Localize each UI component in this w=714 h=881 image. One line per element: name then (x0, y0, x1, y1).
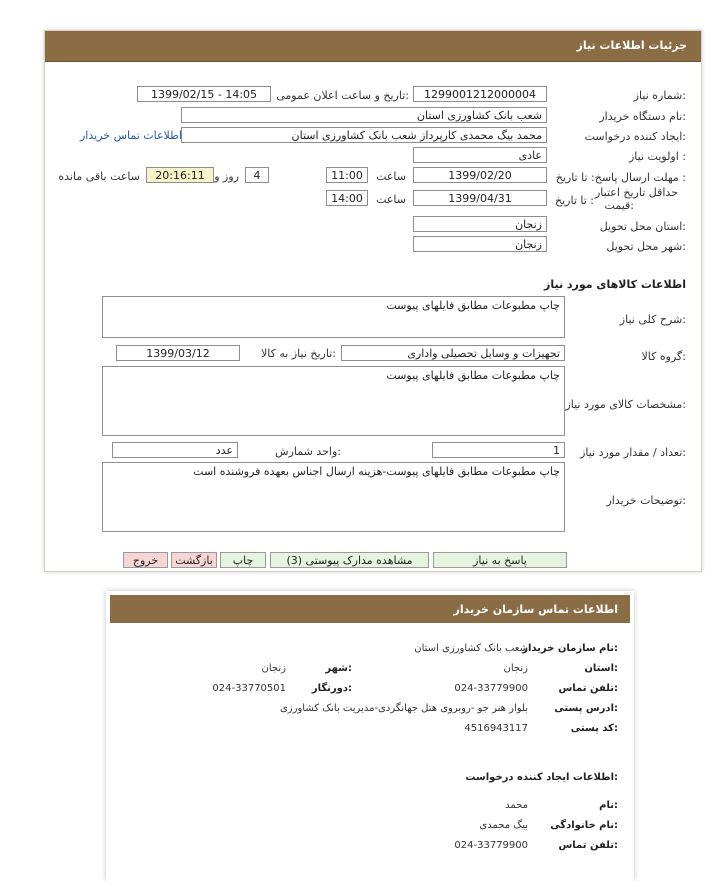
contact-postal-label: کد پستی: (570, 723, 618, 734)
days-count-field[interactable]: 4 (245, 167, 269, 183)
group-field[interactable]: تجهیزات و وسایل تحصیلی واداری (341, 345, 565, 361)
group-label: گروه کالا: (641, 350, 686, 363)
contact-fax-value: 024-33770501 (212, 683, 286, 694)
specs-textarea[interactable]: چاپ مطبوعات مطابق فایلهای پیوست (102, 366, 565, 436)
contact-address-value: بلوار هنر جو -روبروی هتل جهانگردی-مدیریت بانک کشاورزی (279, 703, 528, 714)
creator-phone-value: 024-33779900 (454, 840, 528, 851)
notes-textarea[interactable]: چاپ مطبوعات مطابق فایلهای پیوست-هزینه ارسال اجناس بعهده فروشنده است (102, 462, 565, 532)
deadline-time-label: ساعت (376, 170, 406, 183)
contact-org-label: نام سازمان خریدار: (522, 643, 618, 654)
unit-label: واحد شمارش: (275, 445, 341, 458)
buyer-org-field[interactable]: شعب بانک کشاورزی استان (181, 107, 547, 123)
validity-date-field[interactable]: 1399/04/31 (413, 190, 547, 206)
creator-label: ایجاد کننده درخواست: (584, 130, 686, 143)
creator-section-title: اطلاعات ایجاد کننده درخواست: (465, 772, 618, 783)
announce-label: تاریخ و ساعت اعلان عمومی: (276, 89, 409, 102)
contact-city-label: شهر: (325, 663, 352, 674)
city-label: شهر محل تحویل: (606, 240, 686, 253)
creator-first-name-value: محمد (505, 800, 528, 811)
validity-time-label: ساعت (376, 193, 406, 206)
announce-datetime-field[interactable]: 1399/02/15 - 14:05 (137, 86, 271, 102)
exit-button[interactable]: خروج (123, 552, 168, 568)
contact-province-label: استان: (584, 663, 618, 674)
contact-postal-value: 4516943117 (464, 723, 528, 734)
unit-field[interactable]: عدد (112, 442, 238, 458)
days-and-label: روز و (214, 170, 239, 183)
deadline-date-field[interactable]: 1399/02/20 (413, 167, 547, 183)
need-date-label: تاریخ نیاز به کالا: (261, 347, 336, 360)
contact-phone-value: 024-33779900 (454, 683, 528, 694)
attachments-button[interactable]: مشاهده مدارک پیوستی (3) (270, 552, 429, 568)
deadline-label: مهلت ارسال پاسخ: تا تاریخ : (555, 171, 686, 184)
creator-last-name-label: نام خانوادگی: (550, 820, 618, 831)
priority-label: اولویت نیاز : (628, 150, 686, 163)
print-button[interactable]: چاپ (220, 552, 266, 568)
until-date-label: تا تاریخ : (555, 194, 594, 207)
notes-label: توضیحات خریدار: (606, 494, 686, 507)
price-validity-label: حداقل تاریخ اعتبار (594, 186, 678, 199)
need-date-field[interactable]: 1399/03/12 (116, 345, 240, 361)
province-field[interactable]: زنجان (413, 216, 547, 232)
buyer-contact-card (106, 591, 634, 881)
contact-org-value: شعب بانک کشاورزی استان (414, 643, 528, 654)
specs-label: مشخصات کالای مورد نیاز: (565, 398, 686, 411)
contact-card-title: اطلاعات تماس سازمان خریدار (453, 603, 618, 616)
contact-address-label: ادرس پستی: (554, 703, 618, 714)
qty-field[interactable]: 1 (432, 442, 565, 458)
panel-header (45, 31, 701, 62)
priority-field[interactable]: عادی (413, 147, 547, 163)
contact-fax-label: دورنگار: (311, 683, 352, 694)
creator-last-name-value: بیگ محمدی (479, 820, 528, 831)
remaining-time-label: ساعت باقی مانده (58, 170, 140, 183)
buyer-contact-link[interactable]: اطلاعات تماس خریدار (80, 129, 182, 142)
validity-time-field[interactable]: 14:00 (326, 190, 368, 206)
city-field[interactable]: زنجان (413, 236, 547, 252)
need-number-label: شماره نیاز: (633, 89, 686, 102)
summary-textarea[interactable]: چاپ مطبوعات مطابق فایلهای پیوست (102, 296, 565, 338)
back-button[interactable]: بازگشت (171, 552, 217, 568)
summary-label: شرح کلی نیاز: (619, 313, 686, 326)
creator-first-name-label: نام: (599, 800, 618, 811)
contact-province-value: زنجان (503, 663, 528, 674)
need-number-field[interactable]: 1299001212000004 (413, 86, 547, 102)
contact-card-header (110, 595, 630, 623)
panel-title: جزئیات اطلاعات نیاز (576, 39, 687, 52)
qty-label: تعداد / مقدار مورد نیاز: (580, 446, 686, 459)
creator-phone-label: تلفن تماس: (558, 840, 618, 851)
creator-field[interactable]: محمد بیگ محمدی کارپرداز شعب بانک کشاورزی استان (181, 127, 547, 143)
contact-city-value: زنجان (261, 663, 286, 674)
contact-phone-label: تلفن تماس: (558, 683, 618, 694)
remaining-time-field: 20:16:11 (146, 167, 214, 183)
buyer-org-label: نام دستگاه خریدار: (599, 110, 686, 123)
deadline-time-field[interactable]: 11:00 (326, 167, 368, 183)
goods-section-title: اطلاعات کالاهای مورد نیاز (544, 278, 686, 291)
province-label: استان محل تحویل: (599, 220, 686, 233)
price-validity-label-2: قیمت: (604, 199, 634, 212)
reply-button[interactable]: پاسخ به نیاز (433, 552, 567, 568)
